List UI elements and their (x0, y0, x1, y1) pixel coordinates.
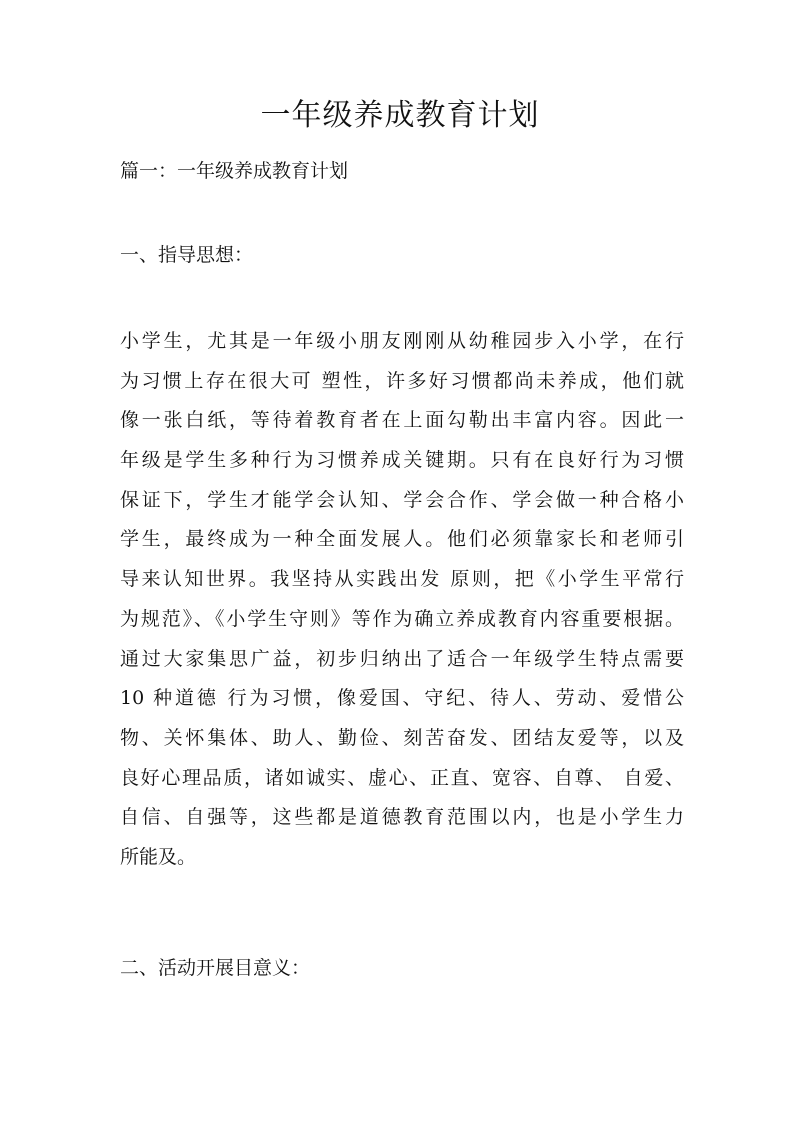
paragraph-line: 像一张白纸，等待着教育者在上面勾勒出丰富内容。因此一 (120, 409, 684, 432)
paragraph-line: 导来认知世界。我坚持从实践出发 原则，把《小学生平常行 (120, 568, 684, 591)
body-paragraph (120, 322, 684, 878)
paragraph-line: 自信、自强等，这些都是道德教育范围以内，也是小学生力 (120, 806, 684, 829)
paragraph-line: 学生，最终成为一种全面发展人。他们必须靠家长和老师引 (120, 528, 684, 551)
paragraph-line: 年级是学生多种行为习惯养成关键期。只有在良好行为习惯 (120, 449, 684, 472)
section-heading-activity-purpose: 二、活动开展目意义： (120, 957, 311, 979)
paragraph-line: 为习惯上存在很大可 塑性，许多好习惯都尚未养成，他们就 (120, 369, 684, 392)
document-title: 一年级养成教育计划 (260, 98, 540, 133)
document-subtitle: 篇一：一年级养成教育计划 (120, 160, 349, 182)
paragraph-line: 通过大家集思广益，初步归纳出了适合一年级学生特点需要 (120, 647, 684, 670)
section-heading-guiding-ideology: 一、指导思想： (120, 244, 254, 266)
paragraph-line: 为规范》、《小学生守则》等作为确立养成教育内容重要根据。 (120, 607, 684, 630)
paragraph-line: 所能及。 (120, 845, 197, 868)
paragraph-line: 良好心理品质，诸如诚实、虚心、正直、宽容、自尊、 自爱、 (120, 766, 684, 789)
paragraph-line: 物、关怀集体、助人、勤俭、刻苦奋发、团结友爱等，以及 (120, 726, 684, 749)
paragraph-line: 小学生，尤其是一年级小朋友刚刚从幼稚园步入小学，在行 (120, 330, 684, 352)
paragraph-line: 保证下，学生才能学会认知、学会合作、学会做一种合格小 (120, 488, 684, 511)
paragraph-line: 10 种道德 行为习惯，像爱国、守纪、待人、劳动、爱惜公 (120, 687, 684, 710)
